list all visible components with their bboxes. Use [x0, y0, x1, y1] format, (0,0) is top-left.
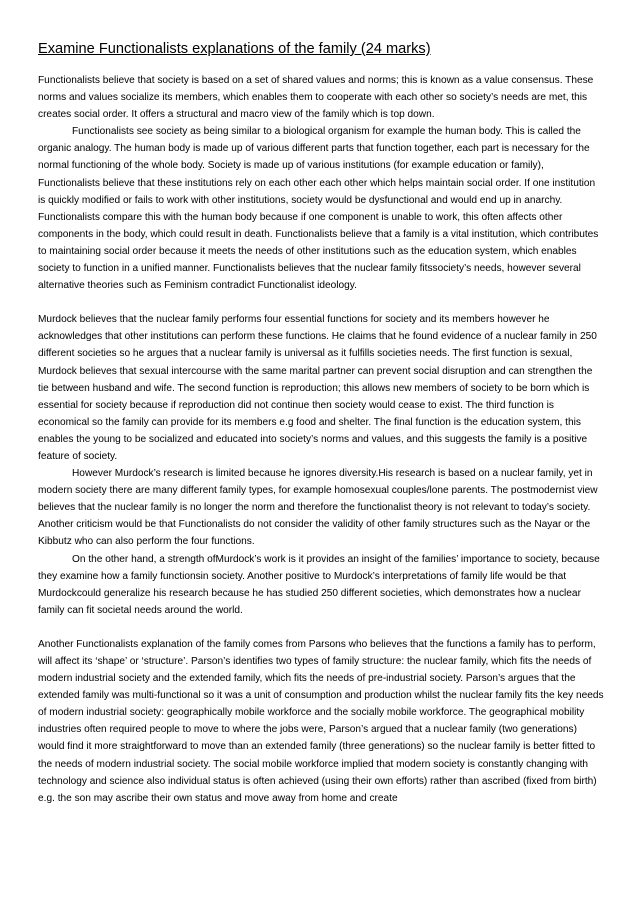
paragraph-murdock-functions: Murdock believes that the nuclear family performs four essential functions for society and its members however he acknowledges that other institutions can perform these functions. He claims that he found evidence of a nuclear family in 250 different societies so he argues that a nuclear family is universal as it fulfills societies needs. The first function is sexual, Murdock believes that sexual intercourse with the same marital partner can prevent social disruption and can strengthen the tie between husband and wife. The second function is reproduction; this allows new members of society to be born which is essential for society because if reproduction did not continue then society would cease to exist. The third function is economical so the family can provide for its members e.g food and shelter. The final function is the education system, this enables the young to be socialized and educated into society’s norms and values, and this suggests the family is a positive feature of society.	[38, 314, 597, 462]
paragraph-murdock-strength: On the other hand, a strength ofMurdock’s work is it provides an insight of the families’ importance to society, because they examine how a family functionsin society. Another positive to Murdock’s interpretations of family life would be that Murdockcould generalize his research because he has studied 250 different societies, which demonstrates how a nuclear family can fit societal needs around the world.	[38, 553, 600, 616]
paragraph-value-consensus: Functionalists believe that society is based on a set of shared values and norms; this is known as a value consensus. These norms and values socialize its members, which enables them to cooperate with each other so society’s needs are met, this creates social order. It offers a structural and macro view of the family which is top down.	[38, 75, 594, 121]
essay-body	[38, 72, 604, 807]
paragraph-murdock-criticism: However Murdock’s research is limited because he ignores diversity.His research is based on a nuclear family, yet in modern society there are many different family types, for example homosexual couples/lone parents. The postmodernist view believes that the nuclear family is no longer the norm and therefore the functionalist theory is not relevant to today’s society. Another criticism would be that Functionalists do not consider the validity of other family structures such as the Nayar or the Kibbutz who can also perform the four functions.	[38, 468, 598, 548]
essay-title: Examine Functionalists explanations of the family (24 marks)	[38, 41, 431, 57]
paragraph-organic-analogy: Functionalists see society as being similar to a biological organism for example the human body. This is called the organic analogy. The human body is made up of various different parts that function together, each part is necessary for the normal functioning of the whole body. Society is made up of various institutions (for example education or family), Functionalists believe that these institutions rely on each other each other which helps maintain social order. If one institution is quickly modified or fails to work with other institutions, society would be dysfunctional and would end up in anarchy. Functionalists compare this with the human body because if one component is unable to work, this often affects other components in the body, which could result in death. Functionalists believe that a family is a vital institution, which contributes to maintaining social order because it meets the needs of other institutions such as the education system, which enables society to function in a unified manner. Functionalists believes that the nuclear family fitssociety’s needs, however several alternative theories such as Feminism contradict Functionalist ideology.	[38, 126, 599, 292]
paragraph-parsons: Another Functionalists explanation of the family comes from Parsons who believes that the functions a family has to perform, will affect its ‘shape’ or ‘structure’. Parson’s identifies two types of family structure: the nuclear family, which fits the needs of modern industrial society and the extended family, which fits the needs of pre-industrial society. Parson’s argues that the extended family was multi-functional so it was a unit of consumption and production whilst the nuclear family fits the key needs of modern industrial society: geographically mobile workforce and the socially mobile workforce. The geographical mobility industries often required people to move to where the jobs were, Parson’s argued that a nuclear family (two generations) would find it more straightforward to move than an extended family (three generations) so the nuclear family is better fitted to the needs of modern industrial society. The social mobile workforce implied that modern society is constantly changing with technology and science also individual status is often achieved (using their own efforts) rather than ascribed (fixed from birth) e.g. the son may ascribe their own status and move away from home and create	[38, 638, 604, 804]
